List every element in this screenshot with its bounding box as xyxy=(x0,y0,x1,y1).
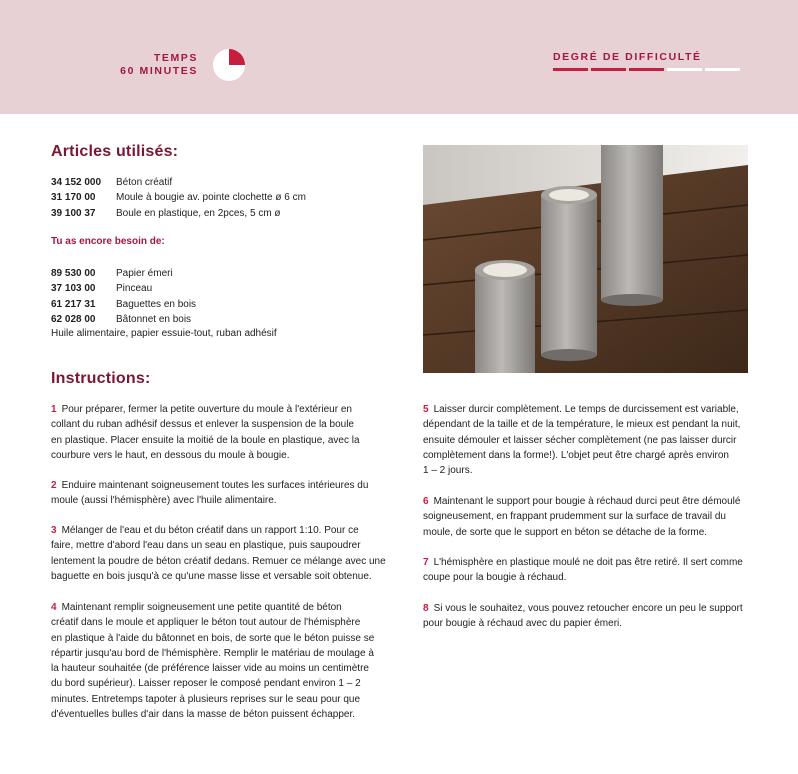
material-row xyxy=(51,206,306,221)
instruction-step xyxy=(423,601,743,632)
article-description: Pinceau xyxy=(116,283,153,295)
also-needed-title: Tu as encore besoin de: xyxy=(51,236,165,247)
step-text-line: collant du ruban adhésif dessus et enlever la suspension de la boule xyxy=(51,419,354,431)
difficulty-bar xyxy=(629,68,664,71)
article-description: Papier émeri xyxy=(116,268,173,279)
step-text-line: répartir jusqu'au bord de l'hémisphère. Remplir le matériau de moulage à xyxy=(51,647,374,659)
step-text-line: en plastique à l'aide du bâtonnet en bois, de sorte que le béton puisse se xyxy=(51,632,375,644)
step-text-line: 3 Mélanger de l'eau et du béton créatif dans un rapport 1:10. Pour ce xyxy=(51,525,359,536)
step-text-line: soigneusement, en frappant prudemment sur la surface de travail du xyxy=(423,511,726,523)
step-text-line: 1 Pour préparer, fermer la petite ouverture du moule à l'extérieur en xyxy=(51,404,352,415)
article-description: Moule à bougie av. pointe clochette ø 6 cm xyxy=(116,192,306,204)
instruction-step xyxy=(423,402,740,478)
article-code: 61 217 31 xyxy=(51,298,96,310)
article-description: Bâtonnet en bois xyxy=(116,313,192,325)
difficulty-bars xyxy=(553,68,740,71)
material-row xyxy=(51,281,196,296)
material-row xyxy=(51,266,196,281)
step-text-line: 7 L'hémisphère en plastique moulé ne doit pas être retiré. Il sert comme xyxy=(423,557,743,568)
step-text-line: 4 Maintenant remplir soigneusement une petite quantité de béton xyxy=(51,602,342,613)
article-description: Baguettes en bois xyxy=(116,298,197,310)
step-text-line: 8 Si vous le souhaitez, vous pouvez retoucher encore un peu le support xyxy=(423,603,743,614)
step-text-line: la hauteur souhaitée (de préférence laisser vide au moins un centimètre xyxy=(51,663,369,675)
article-code: 62 028 00 xyxy=(51,313,96,325)
step-text-line: 1 – 2 jours. xyxy=(423,465,473,477)
candle-holders-illustration xyxy=(423,145,748,373)
step-text-line: pour bougie à réchaud avec du papier émeri. xyxy=(423,618,623,630)
difficulty-bar xyxy=(553,68,588,71)
step-text-line: minutes. Entretemps tapoter à plusieurs reprises sur le seau pour que xyxy=(51,693,361,705)
step-number: 2 xyxy=(51,480,57,491)
step-number: 4 xyxy=(51,602,57,613)
material-row xyxy=(51,190,306,205)
time-title: TEMPS xyxy=(153,52,198,64)
difficulty-bar xyxy=(591,68,626,71)
difficulty-bar xyxy=(705,68,740,71)
instruction-step xyxy=(51,402,360,463)
article-description: Boule en plastique, en 2pces, 5 cm ø xyxy=(116,207,281,219)
step-text-line: du bord supérieur). Laisser reposer le composé pendant environ 1 – 2 xyxy=(51,678,361,690)
article-code: 37 103 00 xyxy=(51,283,96,295)
step-text-line: en plastique. Placer ensuite la moitié de la boule en plastique, avec la xyxy=(51,434,360,446)
step-text-line: 6 Maintenant le support pour bougie à réchaud durci peut être démoulé xyxy=(423,496,741,507)
step-text-line: coupe pour la bougie à réchaud. xyxy=(423,572,567,584)
difficulty-bar xyxy=(667,68,702,71)
step-text-line: courbure vers le haut, en dessous du moule à bougie. xyxy=(51,449,290,461)
instruction-step xyxy=(51,523,386,584)
step-text-line: 2 Enduire maintenant soigneusement toutes les surfaces intérieures du xyxy=(51,480,369,491)
instruction-step xyxy=(423,555,743,586)
step-text-line: créatif dans le moule et appliquer le béton tout autour de l'hémisphère xyxy=(51,617,361,629)
step-number: 1 xyxy=(51,404,57,415)
step-number: 8 xyxy=(423,603,429,614)
product-photo xyxy=(423,145,748,373)
step-number: 7 xyxy=(423,557,429,568)
step-text-line: lentement la poudre de béton créatif dedans. Remuer ce mélange avec une xyxy=(51,555,386,567)
step-text-line: dépendant de la taille et de la température, le mieux est pendant la nuit, xyxy=(423,419,741,431)
step-number: 5 xyxy=(423,404,429,415)
article-code: 31 170 00 xyxy=(51,192,96,204)
materials-list xyxy=(51,175,306,221)
instruction-step xyxy=(51,478,368,509)
step-text-line: baguette en bois jusqu'à ce qu'une masse lisse et versable soit obtenue. xyxy=(51,570,372,582)
instructions-title: Instructions: xyxy=(51,370,151,387)
clock-wedge xyxy=(229,49,245,65)
difficulty-title: DEGRÉ DE DIFFICULTÉ xyxy=(553,51,702,63)
step-text-line: faire, mettre d'abord l'eau dans un seau en plastique, puis saupoudrer xyxy=(51,540,361,552)
step-number: 3 xyxy=(51,525,57,536)
material-row xyxy=(51,312,196,327)
material-row xyxy=(51,175,306,190)
article-code: 34 152 000 xyxy=(51,177,102,188)
article-code: 39 100 37 xyxy=(51,207,96,219)
step-text-line: moule (aussi l'hémisphère) avec l'huile alimentaire. xyxy=(51,495,277,507)
instruction-step xyxy=(51,600,374,722)
article-code: 89 530 00 xyxy=(51,268,96,279)
step-text-line: 5 Laisser durcir complètement. Le temps de durcissement est variable, xyxy=(423,404,739,415)
step-text-line: moule, de sorte que le support en béton se détache de la forme. xyxy=(423,526,708,538)
clock-icon xyxy=(212,48,246,82)
extra-materials: Huile alimentaire, papier essuie-tout, ruban adhésif xyxy=(51,328,277,339)
step-text-line: d'éventuelles bulles d'air dans la masse de béton puissent échapper. xyxy=(51,709,356,721)
step-number: 6 xyxy=(423,496,429,507)
also-needed-list xyxy=(51,266,196,327)
time-value: 60 MINUTES xyxy=(120,65,198,77)
article-description: Béton créatif xyxy=(116,177,173,188)
step-text-line: ensuite démouler et laisser sécher complètement (ne pas laisser durcir xyxy=(423,434,737,446)
step-text-line: complètement dans la forme!). L'objet peut être chargé après environ xyxy=(423,449,729,461)
time-label xyxy=(120,52,198,78)
instruction-step xyxy=(423,494,740,540)
materials-title: Articles utilisés: xyxy=(51,143,179,160)
material-row xyxy=(51,297,196,312)
